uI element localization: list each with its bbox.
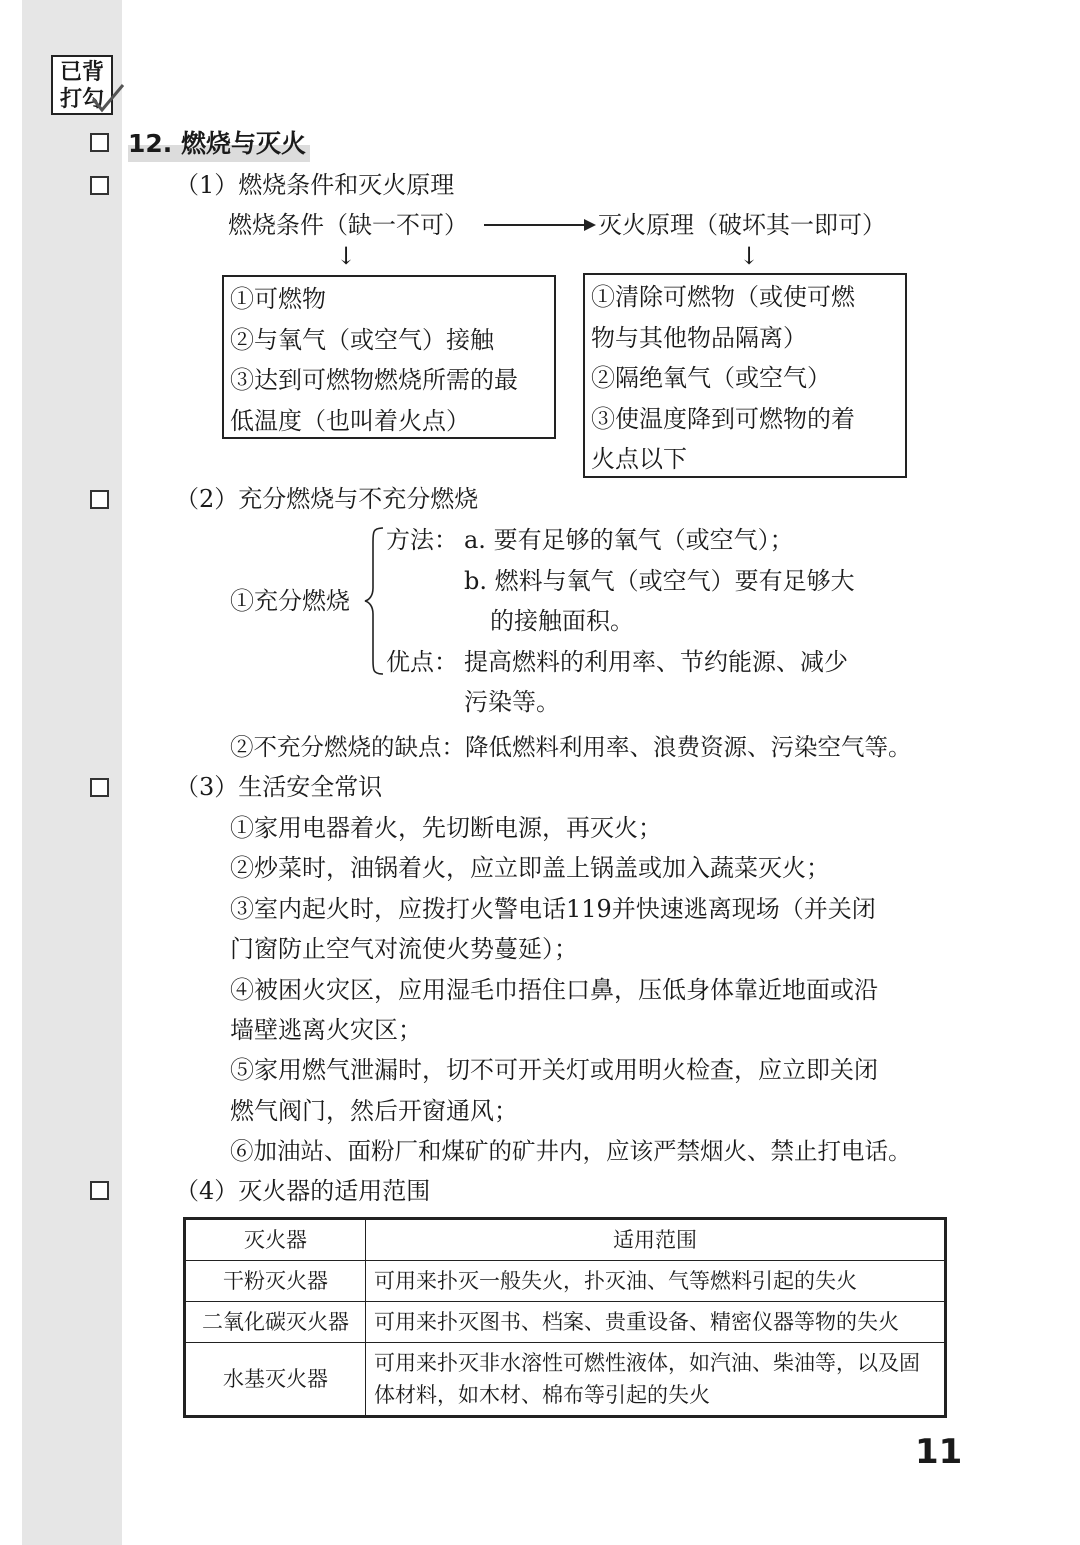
advantage-label: 优点：: [386, 648, 458, 676]
condition-line: 低温度（也叫着火点）: [230, 406, 470, 435]
checkbox-section-4[interactable]: [90, 1181, 109, 1200]
extinguishing-principles-heading: 灭火原理（破坏其一即可）: [598, 211, 886, 239]
safety-line: ④被困火灾区，应用湿毛巾捂住口鼻，压低身体靠近地面或沿: [230, 976, 878, 1004]
extinguisher-scope: 可用来扑灭一般失火，扑灭油、气等燃料引起的失火: [366, 1261, 946, 1302]
method-a: a. 要有足够的氧气（或空气）；: [464, 526, 794, 554]
table-row: [185, 1261, 946, 1302]
condition-line: ①可燃物: [230, 285, 326, 313]
safety-line: ⑥加油站、面粉厂和煤矿的矿井内，应该严禁烟火、禁止打电话。: [230, 1137, 912, 1165]
right-arrow: [484, 224, 594, 226]
checkbox-title[interactable]: [90, 133, 109, 152]
method-b-line-1: b. 燃料与氧气（或空气）要有足够大: [464, 567, 855, 595]
extinguisher-name: 干粉灭火器: [185, 1261, 366, 1302]
section-title: 12. 燃烧与灭火: [128, 124, 310, 162]
principle-line: 物与其他物品隔离）: [591, 323, 807, 352]
page-number: 11: [915, 1432, 963, 1472]
safety-line: ①家用电器着火，先切断电源，再灭火；: [230, 814, 662, 842]
table-row: [185, 1302, 946, 1343]
principle-line: ②隔绝氧气（或空气）: [591, 364, 831, 392]
method-label: 方法：: [386, 526, 458, 554]
principle-line: ③使温度降到可燃物的着: [591, 404, 855, 433]
table-header-cell: 灭火器: [185, 1219, 366, 1261]
safety-line: ③室内起火时，应拨打火警电话119并快速逃离现场（并关闭: [230, 895, 876, 923]
principle-line: ①清除可燃物（或使可燃: [591, 283, 855, 311]
extinguisher-scope: 可用来扑灭非水溶性可燃性液体，如汽油、柴油等，以及固体材料，如木材、棉布等引起的失火: [366, 1343, 946, 1417]
combustion-conditions-heading: 燃烧条件（缺一不可）: [228, 211, 468, 239]
table-header-row: [185, 1219, 946, 1261]
checkbox-section-1[interactable]: [90, 176, 109, 195]
memorized-stamp[interactable]: [51, 55, 113, 115]
table-row: [185, 1343, 946, 1417]
section-3-heading: （3）生活安全常识: [175, 773, 383, 801]
stamp-line-2: 打勾: [59, 87, 104, 112]
safety-line: 燃气阀门，然后开窗通风；: [230, 1097, 518, 1125]
safety-line: 墙壁逃离火灾区；: [230, 1016, 422, 1044]
curly-brace-icon: [363, 526, 385, 676]
advantage-line-2: 污染等。: [464, 688, 560, 716]
table-header-cell: 适用范围: [366, 1219, 946, 1261]
safety-line: ⑤家用燃气泄漏时，切不可开关灯或用明火检查，应立即关闭: [230, 1056, 878, 1084]
stamp-line-1: 已背: [59, 60, 104, 85]
checkbox-section-3[interactable]: [90, 778, 109, 797]
extinguisher-scope: 可用来扑灭图书、档案、贵重设备、精密仪器等物的失火: [366, 1302, 946, 1343]
safety-line: 门窗防止空气对流使火势蔓延）；: [230, 935, 578, 963]
incomplete-combustion-drawbacks: ②不充分燃烧的缺点：降低燃料利用率、浪费资源、污染空气等。: [230, 733, 912, 761]
principles-box: [583, 273, 907, 478]
page-edge: [0, 0, 22, 1545]
extinguisher-name: 二氧化碳灭火器: [185, 1302, 366, 1343]
down-arrow-icon: ↓: [739, 242, 760, 270]
advantage-line-1: 提高燃料的利用率、节约能源、减少: [464, 648, 848, 676]
conditions-box: [222, 275, 556, 439]
safety-line: ②炒菜时，油锅着火，应立即盖上锅盖或加入蔬菜灭火；: [230, 854, 830, 882]
complete-combustion-label: ①充分燃烧: [230, 587, 350, 615]
extinguisher-table: [183, 1217, 947, 1418]
principle-line: 火点以下: [591, 445, 687, 473]
method-b-line-2: 的接触面积。: [490, 607, 634, 635]
section-2-heading: （2）充分燃烧与不充分燃烧: [175, 485, 479, 513]
condition-line: ③达到可燃物燃烧所需的最: [230, 366, 518, 394]
condition-line: ②与氧气（或空气）接触: [230, 325, 494, 354]
section-4-heading: （4）灭火器的适用范围: [175, 1177, 431, 1205]
extinguisher-name: 水基灭火器: [185, 1343, 366, 1417]
checkbox-section-2[interactable]: [90, 490, 109, 509]
down-arrow-icon: ↓: [336, 242, 357, 270]
section-1-heading: （1）燃烧条件和灭火原理: [175, 171, 455, 199]
checkmark-icon: [91, 83, 125, 113]
